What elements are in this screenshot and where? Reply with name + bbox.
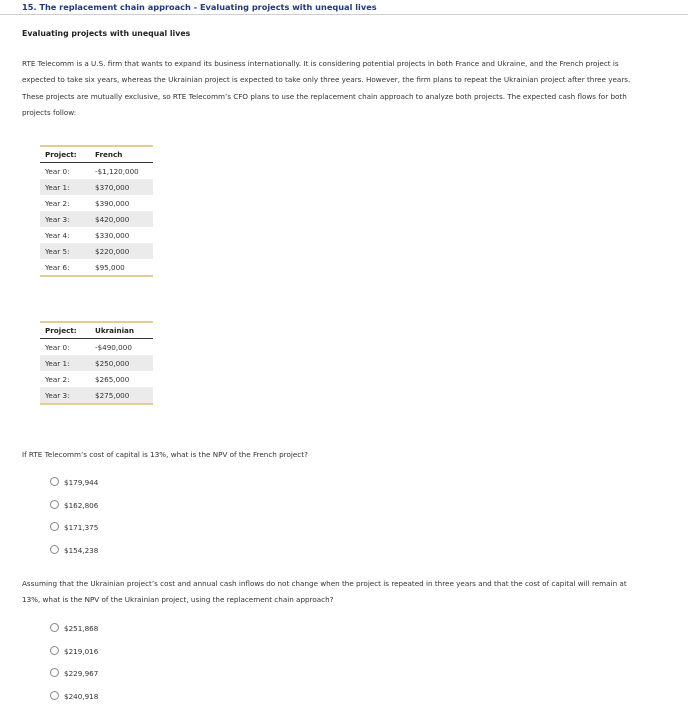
table-header-row bbox=[40, 146, 153, 163]
option-label: $171,375 bbox=[64, 523, 99, 533]
section-title: Evaluating projects with unequal lives bbox=[22, 29, 191, 38]
year-cell: Year 0: bbox=[45, 342, 70, 352]
table-row bbox=[40, 179, 153, 195]
value-cell: -$490,000 bbox=[95, 342, 132, 352]
value-cell: $265,000 bbox=[95, 374, 130, 384]
option-label: $229,967 bbox=[64, 669, 99, 679]
page-title: 15. The replacement chain approach - Evaluating projects with unequal lives bbox=[22, 2, 377, 12]
table-row bbox=[40, 387, 153, 404]
year-cell: Year 2: bbox=[45, 198, 70, 208]
value-cell: $390,000 bbox=[95, 198, 130, 208]
radio-button[interactable] bbox=[50, 623, 59, 632]
table-header-row bbox=[40, 322, 153, 339]
option-label: $240,918 bbox=[64, 692, 99, 702]
radio-button[interactable] bbox=[50, 646, 59, 655]
year-cell: Year 4: bbox=[45, 230, 70, 240]
radio-button[interactable] bbox=[50, 545, 59, 554]
option-label: $162,806 bbox=[64, 500, 99, 510]
question-1-text: If RTE Telecomm’s cost of capital is 13%, what is the NPV of the French project? bbox=[22, 450, 308, 459]
radio-button[interactable] bbox=[50, 500, 59, 509]
value-cell: $420,000 bbox=[95, 211, 153, 227]
option-label: $251,868 bbox=[64, 624, 99, 633]
intro-paragraph: RTE Telecomm is a U.S. firm that wants to expand its business internationally. It is considering potential projects in both France and Ukraine, and the French project is expected to take six years, whereas the Ukrainian project is expected to take only three years. However, the firm plans to repeat the Ukrainian project after three years. These projects are mutually exclusive, so RTE Telecomm’s CFO plans to use the replacement chain approach to analyze both projects. The expected cash flows for both projects follow: bbox=[22, 59, 631, 117]
header-project-name: Ukrainian bbox=[95, 322, 153, 339]
french-cash-flow-table bbox=[40, 145, 153, 277]
question-2-text: Assuming that the Ukrainian project’s cost and annual cash inflows do not change when the project is repeated in three years and that the cost of capital will remain at 13%, what is the NPV of the Ukrainian project, using the replacement chain approach? bbox=[22, 579, 627, 605]
year-cell: Year 0: bbox=[45, 166, 70, 176]
year-cell: Year 1: bbox=[40, 179, 95, 195]
table-row bbox=[40, 163, 153, 180]
value-cell: $220,000 bbox=[95, 243, 153, 259]
table-row bbox=[40, 243, 153, 259]
page-header bbox=[0, 0, 688, 15]
radio-button[interactable] bbox=[50, 668, 59, 677]
option-label: $179,944 bbox=[64, 478, 99, 487]
year-cell: Year 1: bbox=[40, 355, 95, 371]
option-label: $154,238 bbox=[64, 546, 99, 556]
table-row bbox=[40, 339, 153, 356]
option-label: $219,016 bbox=[64, 646, 99, 656]
table-row bbox=[40, 355, 153, 371]
radio-button[interactable] bbox=[50, 477, 59, 486]
value-cell: $275,000 bbox=[95, 387, 153, 404]
year-cell: Year 2: bbox=[45, 374, 70, 384]
value-cell: $250,000 bbox=[95, 355, 153, 371]
table-row bbox=[40, 195, 153, 211]
value-cell: $330,000 bbox=[95, 230, 130, 240]
ukrainian-cash-flow-table bbox=[40, 321, 153, 405]
header-label: Project: bbox=[40, 146, 95, 163]
value-cell: -$1,120,000 bbox=[95, 166, 139, 176]
radio-button[interactable] bbox=[50, 522, 59, 531]
year-cell: Year 3: bbox=[40, 211, 95, 227]
year-cell: Year 5: bbox=[40, 243, 95, 259]
radio-button[interactable] bbox=[50, 691, 59, 700]
table-row bbox=[40, 259, 153, 276]
year-cell: Year 6: bbox=[40, 259, 95, 276]
year-cell: Year 3: bbox=[40, 387, 95, 404]
header-project-name: French bbox=[95, 146, 153, 163]
table-row bbox=[40, 211, 153, 227]
value-cell: $95,000 bbox=[95, 259, 153, 276]
table-row bbox=[40, 371, 153, 387]
table-row bbox=[40, 227, 153, 243]
value-cell: $370,000 bbox=[95, 179, 153, 195]
header-label: Project: bbox=[40, 322, 95, 339]
